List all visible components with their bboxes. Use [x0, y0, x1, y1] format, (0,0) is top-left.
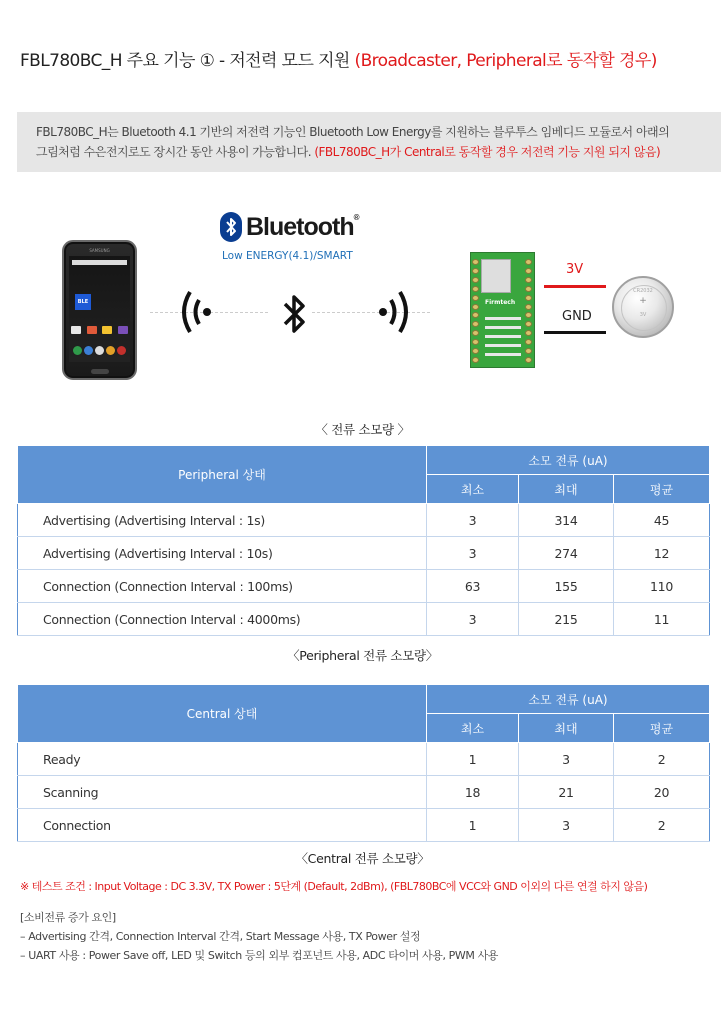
label-3v: 3V — [566, 262, 584, 277]
table2-caption: 〈Central 전류 소모량〉 — [295, 851, 430, 866]
table-cell-max: 155 — [519, 570, 614, 603]
central-current-table — [17, 684, 710, 842]
wire-3v — [544, 285, 606, 288]
table2-col-avg: 평균 — [614, 714, 710, 743]
table-row — [18, 537, 710, 570]
board-logo: Firmtech — [485, 299, 516, 306]
table1-col-max: 최대 — [519, 475, 614, 504]
ble-module-board — [470, 252, 535, 368]
bluetooth-symbol-icon — [280, 292, 308, 336]
table2-current-header: 소모 전류 (uA) — [427, 685, 710, 714]
table-cell-state: Scanning — [18, 776, 427, 809]
table-cell-avg: 2 — [614, 743, 710, 776]
label-gnd: GND — [562, 309, 592, 324]
power-factors — [20, 908, 498, 965]
table-row — [18, 504, 710, 537]
coin-battery-voltage: 3V — [639, 312, 647, 318]
ble-app-icon: BLE — [75, 294, 91, 310]
signal-waves-left-icon — [178, 288, 218, 336]
phone-screen — [69, 256, 130, 362]
table-cell-state: Ready — [18, 743, 427, 776]
table1-col-min: 최소 — [427, 475, 519, 504]
table1-caption: 〈Peripheral 전류 소모량〉 — [287, 648, 438, 663]
intro-box — [17, 112, 721, 172]
table-row — [18, 743, 710, 776]
test-condition-note: ※ 테스트 조건 : Input Voltage : DC 3.3V, TX Power : 5단계 (Default, 2dBm), (FBL780BC에 VCC와 GND 이외의 다른 연결 하지 않음) — [20, 880, 648, 893]
table-cell-max: 3 — [519, 809, 614, 842]
board-pins-right — [525, 259, 533, 363]
table-cell-max: 3 — [519, 743, 614, 776]
table-row — [18, 809, 710, 842]
table-cell-state: Advertising (Advertising Interval : 1s) — [18, 504, 427, 537]
page-title-main: FBL780BC_H 주요 기능 ① - 저전력 모드 지원 — [20, 51, 355, 71]
table-row — [18, 776, 710, 809]
table-cell-min: 1 — [427, 809, 519, 842]
intro-line-2-text: 그림처럼 수은전지로도 장시간 동안 사용이 가능합니다. — [36, 145, 315, 159]
table-cell-avg: 110 — [614, 570, 710, 603]
intro-line-1: FBL780BC_H는 Bluetooth 4.1 기반의 저전력 기능인 Bluetooth Low Energy를 지원하는 블루투스 임베디드 모듈로서 아래의 — [36, 125, 670, 139]
page-title — [20, 46, 657, 71]
table-cell-min: 1 — [427, 743, 519, 776]
phone-home-button — [91, 369, 109, 374]
power-factor-item: – UART 사용 : Power Save off, LED 및 Switch 등의 외부 컴포넌트 사용, ADC 타이머 사용, PWM 사용 — [20, 949, 499, 962]
table-cell-avg: 45 — [614, 504, 710, 537]
bluetooth-rune-icon — [220, 212, 242, 242]
phone-search-bar — [72, 260, 127, 265]
table-cell-min: 18 — [427, 776, 519, 809]
table-cell-state: Connection (Connection Interval : 4000ms) — [18, 603, 427, 636]
page-title-highlight: (Broadcaster, Peripheral로 동작할 경우) — [354, 51, 657, 71]
phone-app-icons — [71, 326, 128, 334]
table2-state-header: Central 상태 — [18, 685, 427, 743]
phone-brand: SAMSUNG — [89, 248, 110, 253]
table-cell-max: 314 — [519, 504, 614, 537]
signal-waves-right-icon — [372, 288, 412, 336]
table-cell-state: Connection (Connection Interval : 100ms) — [18, 570, 427, 603]
table-cell-min: 63 — [427, 570, 519, 603]
phone-dock — [73, 346, 126, 356]
peripheral-current-table — [17, 445, 710, 636]
bluetooth-wordmark: Bluetooth® — [246, 212, 359, 241]
table-cell-avg: 2 — [614, 809, 710, 842]
table-cell-min: 3 — [427, 603, 519, 636]
table-cell-max: 215 — [519, 603, 614, 636]
board-chip — [481, 259, 511, 293]
intro-line-2 — [36, 142, 705, 162]
table1-state-header: Peripheral 상태 — [18, 446, 427, 504]
table-cell-avg: 11 — [614, 603, 710, 636]
power-factor-item: – Advertising 간격, Connection Interval 간격, Start Message 사용, TX Power 설정 — [20, 930, 421, 943]
table-cell-min: 3 — [427, 537, 519, 570]
table-cell-state: Advertising (Advertising Interval : 10s) — [18, 537, 427, 570]
table1-current-header: 소모 전류 (uA) — [427, 446, 710, 475]
smartphone-image — [62, 240, 137, 380]
table2-col-max: 최대 — [519, 714, 614, 743]
bluetooth-logo — [220, 212, 359, 242]
table-cell-state: Connection — [18, 809, 427, 842]
table-row — [18, 603, 710, 636]
table1-heading: 〈 전류 소모량 〉 — [315, 422, 410, 437]
intro-line-2-note: (FBL780BC_H가 Central로 동작할 경우 저전력 기능 지원 되지 않음) — [314, 145, 661, 159]
table-cell-max: 274 — [519, 537, 614, 570]
table-row — [18, 570, 710, 603]
table-cell-avg: 20 — [614, 776, 710, 809]
coin-battery-label: CR2032 — [633, 288, 653, 294]
table1-col-avg: 평균 — [614, 475, 710, 504]
power-factors-heading: [소비전류 증가 요인] — [20, 911, 116, 924]
table-cell-max: 21 — [519, 776, 614, 809]
signal-line-right — [312, 312, 430, 313]
bluetooth-subtitle: Low ENERGY(4.1)/SMART — [222, 250, 353, 262]
coin-battery-plus: + — [639, 296, 647, 306]
board-components — [485, 313, 521, 361]
table-cell-min: 3 — [427, 504, 519, 537]
table-cell-avg: 12 — [614, 537, 710, 570]
board-pins-left — [472, 259, 480, 363]
coin-battery-image — [612, 276, 674, 338]
wire-gnd — [544, 331, 606, 334]
table2-col-min: 최소 — [427, 714, 519, 743]
